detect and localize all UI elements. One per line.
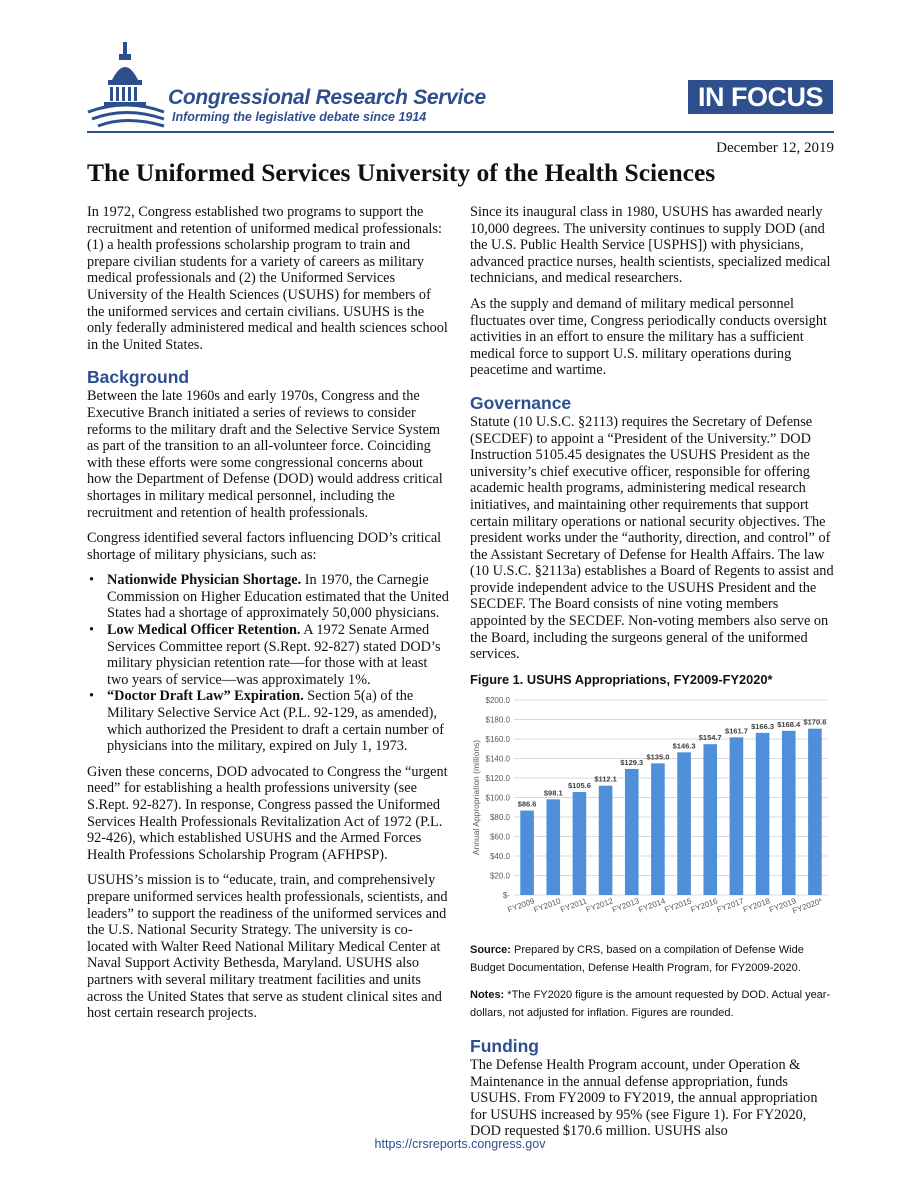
data-label: $161.7 <box>724 726 748 736</box>
list-item: • Low Medical Officer Retention. A 1972 Senate Armed Services Committee report (S.Rept. 92-827) stated DOD’s military physician retention rate—for those with at least two years of service—was approximately 1%. <box>89 622 441 688</box>
background-paragraph-1: Between the late 1960s and early 1970s, Congress and the Executive Branch initiated a series of reviews to consider reforms to the military draft and the Selective Service System as part of the transition to an all-volunteer force. Coinciding with these efforts were some congressional concerns about how the Department of Defense (DOD) would address critical shortages in military medical personnel, including the recruitment and retention of health professionals. <box>87 388 443 521</box>
y-tick-label: $40.0 <box>489 852 510 862</box>
right-paragraph-2: As the supply and demand of military medical personnel fluctuates over time, Congress periodically conducts oversight activities in an effort to ensure the military has a sufficient medical force to support U.S. military operations during peacetime and wartime. <box>470 295 827 379</box>
org-name: Congressional Research Service <box>168 86 486 109</box>
appropriations-chart <box>470 692 834 932</box>
bullet-icon: • <box>89 688 95 705</box>
header-rule <box>87 131 834 133</box>
funding-paragraph: The Defense Health Program account, under Operation & Maintenance in the annual defense appropriation, funds USUHS. From FY2009 to FY2019, the annual appropriation for USUHS increased by 95% (see Figure 1). For FY2020, DOD requested $170.6 million. USUHS also <box>470 1057 818 1140</box>
y-tick-label: $100.0 <box>485 793 510 803</box>
bar <box>677 753 691 896</box>
data-label: $135.0 <box>646 752 670 762</box>
y-tick-label: $60.0 <box>489 832 510 842</box>
figure-caption: Figure 1. USUHS Appropriations, FY2009-FY2020* <box>470 671 773 687</box>
background-heading: Background <box>87 367 190 388</box>
figure-notes: Notes: *The FY2020 figure is the amount requested by DOD. Actual year-dollars, not adjusted for inflation. Figures are rounded. <box>470 989 831 1020</box>
figure-source: Source: Prepared by CRS, based on a compilation of Defense Wide Budget Documentation, Defense Health Program, for FY2009-2020. <box>470 944 804 975</box>
x-tick-label: FY2020* <box>791 896 824 916</box>
bullet-icon: • <box>89 622 95 639</box>
bar <box>546 800 560 896</box>
left-column <box>87 204 449 1031</box>
data-label: $154.7 <box>698 733 722 743</box>
right-column <box>470 204 834 1149</box>
x-tick-label: FY2015 <box>663 896 693 915</box>
bar <box>703 745 717 896</box>
y-tick-label: $80.0 <box>489 813 510 823</box>
data-label: $146.3 <box>672 741 696 751</box>
governance-paragraph: Statute (10 U.S.C. §2113) requires the Secretary of Defense (SECDEF) to appoint a “President of the University.” DOD Instruction 5105.45 designates the USUHS President as the university’s chief executive officer, responsible for offering academic health programs, administering medical research initiatives, and maintaining other requirements that support certain military operations or national security objectives. The president works under the “authority, direction, and control” of the Assistant Secretary of Defense for Health Affairs. The law (10 U.S.C. §2113a) establishes a Board of Regents to assist and provide independent advice to the USUHS President and the SECDEF. The Board consists of nine voting members appointed by the SECDEF. Non-voting members also serve on the Board, including the surgeons general of the uniformed services. <box>470 413 834 663</box>
governance-heading: Governance <box>470 392 572 413</box>
capitol-dome-logo <box>86 40 166 130</box>
bar <box>599 786 613 895</box>
bullet-icon: • <box>89 572 95 589</box>
x-tick-label: FY2014 <box>637 896 667 915</box>
intro-paragraph: In 1972, Congress established two programs to support the recruitment and retention of uniformed medical professionals: (1) a health professions scholarship program to train and prepare civilian students for a variety of careers as military medical professionals and (2) the Uniformed Services University of the Health Sciences (USUHS) for members of the uniformed services and certain civilians. USUHS is the only federally administered medical and health sciences school in the United States. <box>87 204 448 353</box>
x-tick-label: FY2017 <box>715 896 746 915</box>
background-paragraph-3: Given these concerns, DOD advocated to Congress the “urgent need” for establishing a health professions university (see S.Rept. 92-827). In response, Congress passed the Uniformed Services Health Professionals Revitalization Act of 1972 (P.L. 92-426), which established USUHS and the Armed Forces Health Professions Scholarship Program (AFHPSP). <box>87 763 448 863</box>
y-tick-label: $180.0 <box>485 715 510 725</box>
data-label: $129.3 <box>620 758 644 768</box>
data-label: $166.3 <box>751 722 775 732</box>
data-label: $86.6 <box>517 800 537 810</box>
x-tick-label: FY2011 <box>559 896 589 915</box>
bar <box>808 729 822 895</box>
background-paragraph-2: Congress identified several factors influencing DOD’s critical shortage of military physicians, such as: <box>87 530 442 563</box>
bar <box>520 811 534 895</box>
y-tick-label: $120.0 <box>485 774 510 784</box>
bar <box>730 738 744 896</box>
data-label: $112.1 <box>594 775 617 785</box>
x-tick-label: FY2013 <box>611 896 641 915</box>
x-tick-label: FY2016 <box>689 896 719 915</box>
y-tick-label: $20.0 <box>489 871 510 881</box>
data-label: $105.6 <box>567 781 591 791</box>
page-title: The Uniformed Services University of the Health Sciences <box>87 158 716 187</box>
x-tick-label: FY2018 <box>741 896 772 915</box>
y-tick-label: $160.0 <box>485 735 510 745</box>
y-tick-label: $- <box>502 891 510 901</box>
footer-link[interactable]: https://crsreports.congress.gov <box>374 1137 546 1151</box>
bar <box>651 764 665 896</box>
bar <box>756 733 770 895</box>
in-focus-badge: IN FOCUS <box>688 80 833 114</box>
data-label: $98.1 <box>543 788 563 798</box>
x-tick-label: FY2012 <box>584 896 615 915</box>
publication-date: December 12, 2019 <box>716 140 834 156</box>
x-tick-label: FY2010 <box>532 896 562 915</box>
background-paragraph-4: USUHS’s mission is to “educate, train, and comprehensively prepare uniformed services health professionals, scientists, and leaders” to support the readiness of the uniformed services and the U.S. National Security Strategy. The university is co-located with Walter Reed National Military Medical Center at Naval Support Activity Bethesda, Maryland. USUHS also partners with several military treatment facilities and units across the United States that serve as student clinical sites and host certain research projects. <box>87 872 448 1022</box>
org-tagline: Informing the legislative debate since 1914 <box>172 110 427 124</box>
y-tick-label: $200.0 <box>485 696 510 706</box>
data-label: $170.6 <box>803 718 827 728</box>
y-tick-label: $140.0 <box>485 754 510 764</box>
right-paragraph-1: Since its inaugural class in 1980, USUHS has awarded nearly 10,000 degrees. The university continues to supply DOD (and the U.S. Public Health Service [USPHS]) with physicians, advanced practice nurses, health scientists, specialized medical technicians, and medical researchers. <box>470 204 831 287</box>
bar <box>782 731 796 895</box>
x-tick-label: FY2009 <box>506 896 536 915</box>
list-item: • “Doctor Draft Law” Expiration. Section 5(a) of the Military Selective Service Act (P.L. 92-129, as amended), which authorized the President to draft a certain number of physicians into the military, expired on July 1, 1973. <box>89 688 445 755</box>
bar <box>625 769 639 895</box>
x-tick-label: FY2019 <box>768 896 798 915</box>
y-axis-label: Annual Appropriation (millions) <box>471 740 481 856</box>
bar <box>573 792 587 895</box>
factor-list <box>87 572 449 755</box>
data-label: $168.4 <box>777 720 801 730</box>
funding-heading: Funding <box>470 1036 540 1057</box>
list-item: • Nationwide Physician Shortage. In 1970, the Carnegie Commission on Higher Education estimated that the United States had a shortage of approximately 50,000 physicians. <box>89 572 449 622</box>
